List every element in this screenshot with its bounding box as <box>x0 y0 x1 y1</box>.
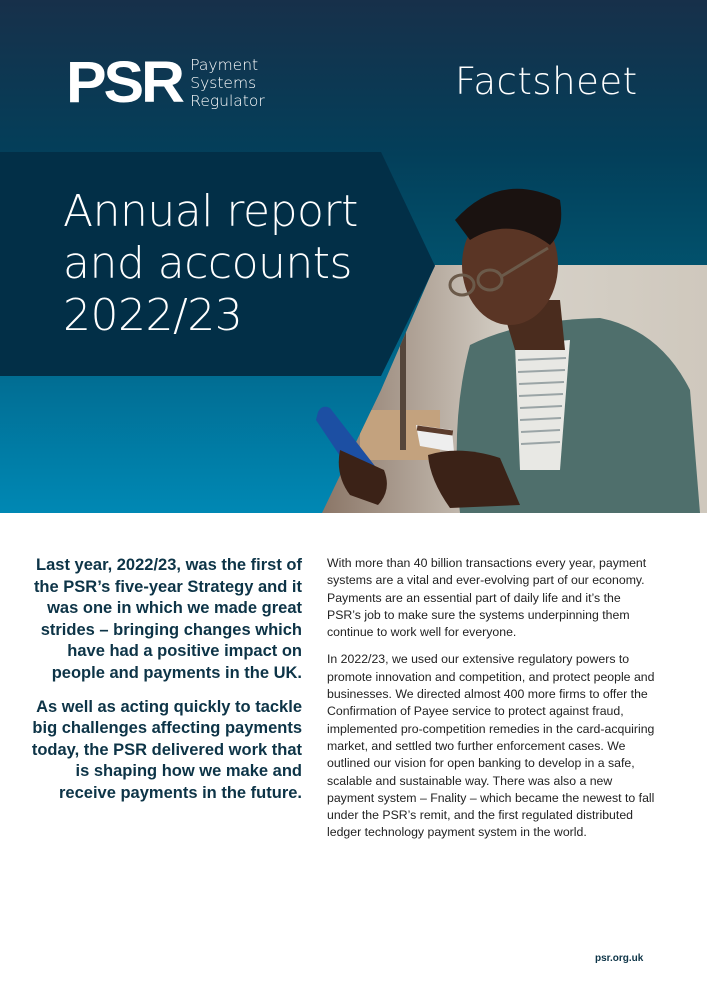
psr-logo[interactable] <box>66 50 265 115</box>
body-paragraph: In 2022/23, we used our extensive regulatory powers to promote innovation and competition, and protect people and businesses. We directed almost 400 more firms to offer the Confirmation of Payee service to protect against fraud, implemented pro-competition remedies in the card-acquiring market, and settled two further enforcement cases. We outlined our vision for open banking to develop in a safe, scalable and sustainable way. There was also a new payment system – Fnality – which became the newest to fall under the PSR’s remit, and the first regulated distributed ledger technology payment system in the world. <box>327 652 655 840</box>
intro-paragraph: As well as acting quickly to tackle big challenges affecting payments today, the PSR delivered work that is shaping how we make and receive payments in the future. <box>31 697 302 802</box>
logo-line: Regulator <box>190 92 265 110</box>
body-paragraph: With more than 40 billion transactions every year, payment systems are a vital and ever-evolving part of our economy. Payments are an essential part of daily life and it’s the PSR’s job to make sure the systems underpinning them continue to work well for everyone. <box>327 556 647 640</box>
logo-mark: PSR <box>66 50 182 115</box>
title-line: Annual report <box>63 186 358 237</box>
title-line: 2022/23 <box>63 290 243 341</box>
logo-wordmark <box>190 56 264 110</box>
intro-summary <box>30 555 302 817</box>
title-line: and accounts <box>63 238 352 289</box>
document-type-label: Factsheet <box>455 60 638 103</box>
website-link[interactable]: psr.org.uk <box>595 953 644 964</box>
logo-line: Systems <box>190 74 257 92</box>
page-title <box>63 186 358 342</box>
body-text <box>327 555 657 852</box>
intro-paragraph: Last year, 2022/23, was the first of the PSR’s five-year Strategy and it was one in which we made great strides – bringing changes which have had a positive impact on people and payments in the UK. <box>33 556 302 682</box>
logo-line: Payment <box>190 56 259 74</box>
